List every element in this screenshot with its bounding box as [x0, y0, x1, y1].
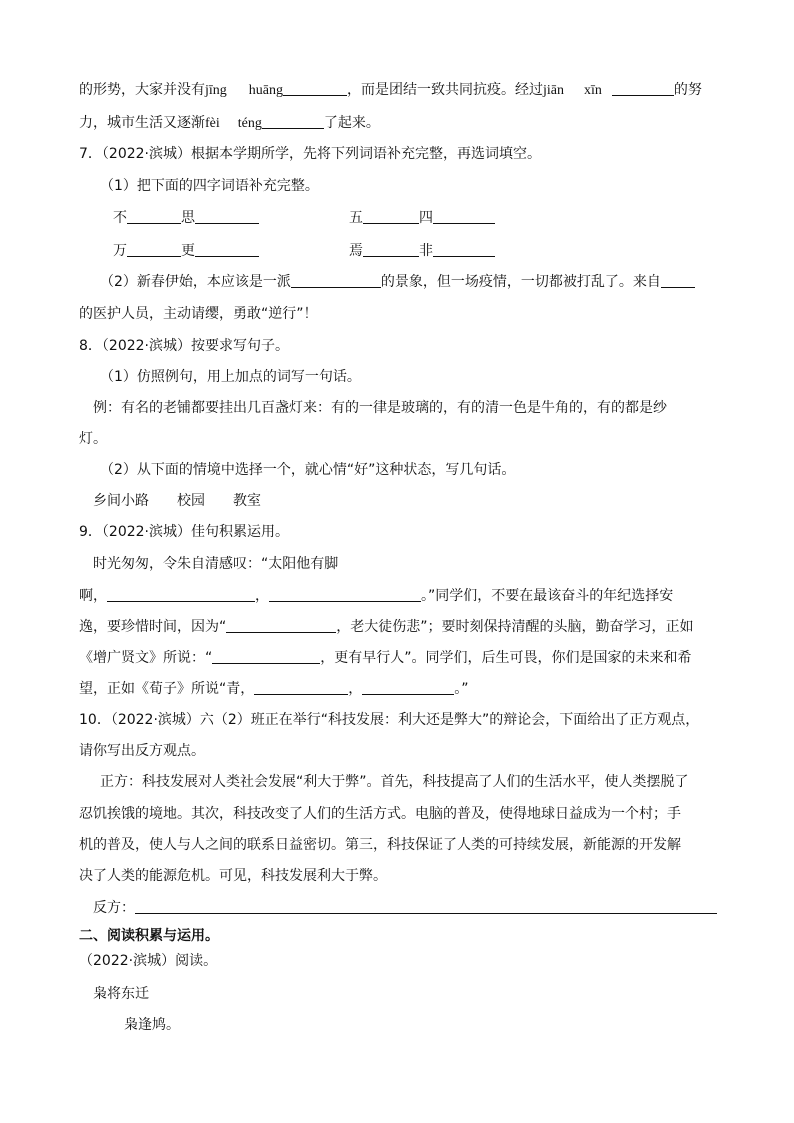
answer-blank[interactable] — [135, 913, 717, 914]
q7-sub1: （1）把下面的四字词语补充完整。 — [100, 178, 319, 194]
idiom-row-1b — [349, 208, 495, 228]
answer-blank[interactable] — [262, 114, 324, 129]
answer-blank[interactable] — [612, 81, 674, 96]
idiom-row-2a — [113, 241, 259, 261]
q7-title — [79, 144, 541, 164]
answer-blank[interactable] — [195, 209, 259, 224]
q9-text: ， — [348, 681, 363, 697]
idiom-row-1a — [113, 208, 259, 228]
scene-option: 乡间小路 — [93, 493, 149, 509]
q9-text: ，更有早行人”。同学们，后生可畏，你们是国家的未来和希 — [320, 650, 692, 666]
q10-para-line-3: 机的普及，使人与人之间的联系日益密切。第三，科技保证了人类的可持续发展，新能源的开发解 — [79, 837, 681, 853]
q9-text: 。” — [454, 681, 469, 697]
answer-blank[interactable] — [226, 618, 336, 633]
q9-text: 。”同学们，不要在最该奋斗的年纪选择安 — [421, 588, 674, 604]
scene-option: 校园 — [177, 493, 205, 509]
answer-blank[interactable] — [212, 649, 320, 664]
answer-blank[interactable] — [363, 209, 419, 224]
answer-blank[interactable] — [433, 242, 495, 257]
q6-text: ，而是团结一致共同抗疫。经过 — [347, 82, 543, 98]
idiom-char: 不 — [113, 210, 127, 226]
scene-option: 教室 — [233, 493, 261, 509]
q10-title-line-1: 10．（2022·滨城）六（2）班正在举行“科技发展：利大还是弊大”的辩论会，下面给出了正方观点， — [79, 712, 700, 728]
q9-line-3 — [79, 617, 694, 637]
q6-line-1 — [79, 80, 702, 101]
q9-text: ， — [255, 588, 269, 604]
q8-sub2: （2）从下面的情境中选择一个，就心情“好”这种状态，写几句话。 — [100, 462, 516, 478]
q6-text: 力，城市生活又逐渐 — [79, 115, 205, 131]
q10-title-line-2: 请你写出反方观点。 — [79, 743, 205, 759]
idiom-char: 更 — [181, 243, 195, 259]
q10-answer-line — [93, 898, 135, 918]
answer-blank[interactable] — [363, 242, 419, 257]
answer-blank[interactable] — [661, 273, 695, 288]
q7-sub2-line-1 — [100, 272, 695, 292]
q9-text: ，老大徒伤悲”；要时刻保持清醒的头脑，勤奋学习，正如 — [336, 619, 694, 635]
idiom-char: 五 — [349, 210, 363, 226]
idiom-row-2b — [349, 241, 495, 261]
answer-blank[interactable] — [283, 81, 347, 96]
answer-blank[interactable] — [269, 587, 421, 602]
answer-blank[interactable] — [254, 680, 348, 695]
q8-example-line-1: 例：有名的老铺都要挂出几百盏灯来：有的一律是玻璃的，有的清一色是牛角的，有的都是纱 — [93, 400, 667, 416]
q9-line-2 — [79, 586, 673, 606]
answer-label: 反方： — [93, 900, 135, 916]
section-intro: （2022·滨城）阅读。 — [79, 953, 218, 969]
story-line: 枭逢鸠。 — [124, 1017, 180, 1033]
q7-text: 的景象，但一场疫情，一切都被打乱了。来自 — [380, 274, 661, 290]
q6-text: 的努 — [673, 82, 702, 98]
q7-text: （2）新春伊始，本应该是一派 — [100, 274, 291, 290]
pinyin: huāng — [248, 83, 283, 98]
q10-para-line-1: 正方：科技发展对人类社会发展“利大于弊”。首先，科技提高了人们的生活水平，使人类摆脱了 — [100, 774, 689, 790]
pinyin: fèi — [205, 116, 220, 131]
idiom-char: 非 — [419, 243, 433, 259]
idiom-char: 万 — [113, 243, 127, 259]
section-heading: 二、阅读积累与运用。 — [79, 928, 219, 944]
q10-para-line-2: 忍饥挨饿的境地。其次，科技改变了人们的生活方式。电脑的普及，使得地球日益成为一个村；手 — [79, 806, 681, 822]
question-title: 7．（2022·滨城）根据本学期所学，先将下列词语补充完整，再选词填空。 — [79, 146, 541, 162]
q8-example-line-2: 灯。 — [79, 431, 107, 447]
q9-text: 《增广贤文》所说：“ — [79, 650, 213, 666]
q9-line-5 — [79, 679, 469, 699]
pinyin: xīn — [584, 83, 602, 98]
answer-blank[interactable] — [195, 242, 259, 257]
q9-text: 望，正如《荀子》所说“青， — [79, 681, 255, 697]
q6-text: 了起来。 — [323, 115, 380, 131]
q9-text: 啊， — [79, 588, 107, 604]
q8-sub1: （1）仿照例句，用上加点的词写一句话。 — [100, 369, 361, 385]
q8-options — [93, 491, 261, 511]
q10-para-line-4: 决了人类的能源危机。可见，科技发展利大于弊。 — [79, 868, 387, 884]
story-title: 枭将东迁 — [93, 986, 149, 1002]
pinyin: jīng — [205, 83, 227, 98]
q9-text: 逸，要珍惜时间，因为“ — [79, 619, 227, 635]
answer-blank[interactable] — [433, 209, 495, 224]
answer-blank[interactable] — [362, 680, 454, 695]
idiom-char: 四 — [419, 210, 433, 226]
q7-sub2-line-2: 的医护人员，主动请缨，勇敢“逆行”！ — [79, 306, 318, 322]
answer-blank[interactable] — [291, 273, 381, 288]
idiom-char: 思 — [181, 210, 195, 226]
q9-line-1: 时光匆匆，令朱自清感叹：“太阳他有脚 — [93, 556, 339, 572]
pinyin: téng — [237, 116, 262, 131]
pinyin: jiān — [543, 83, 564, 98]
q6-text: 的形势，大家并没有 — [79, 82, 205, 98]
q6-line-2 — [79, 113, 380, 134]
q8-title: 8．（2022·滨城）按要求写句子。 — [79, 338, 289, 354]
q9-line-4 — [79, 648, 692, 668]
q9-title: 9．（2022·滨城）佳句积累运用。 — [79, 524, 289, 540]
idiom-char: 焉 — [349, 243, 363, 259]
answer-blank[interactable] — [127, 242, 181, 257]
answer-blank[interactable] — [107, 587, 255, 602]
answer-blank[interactable] — [127, 209, 181, 224]
